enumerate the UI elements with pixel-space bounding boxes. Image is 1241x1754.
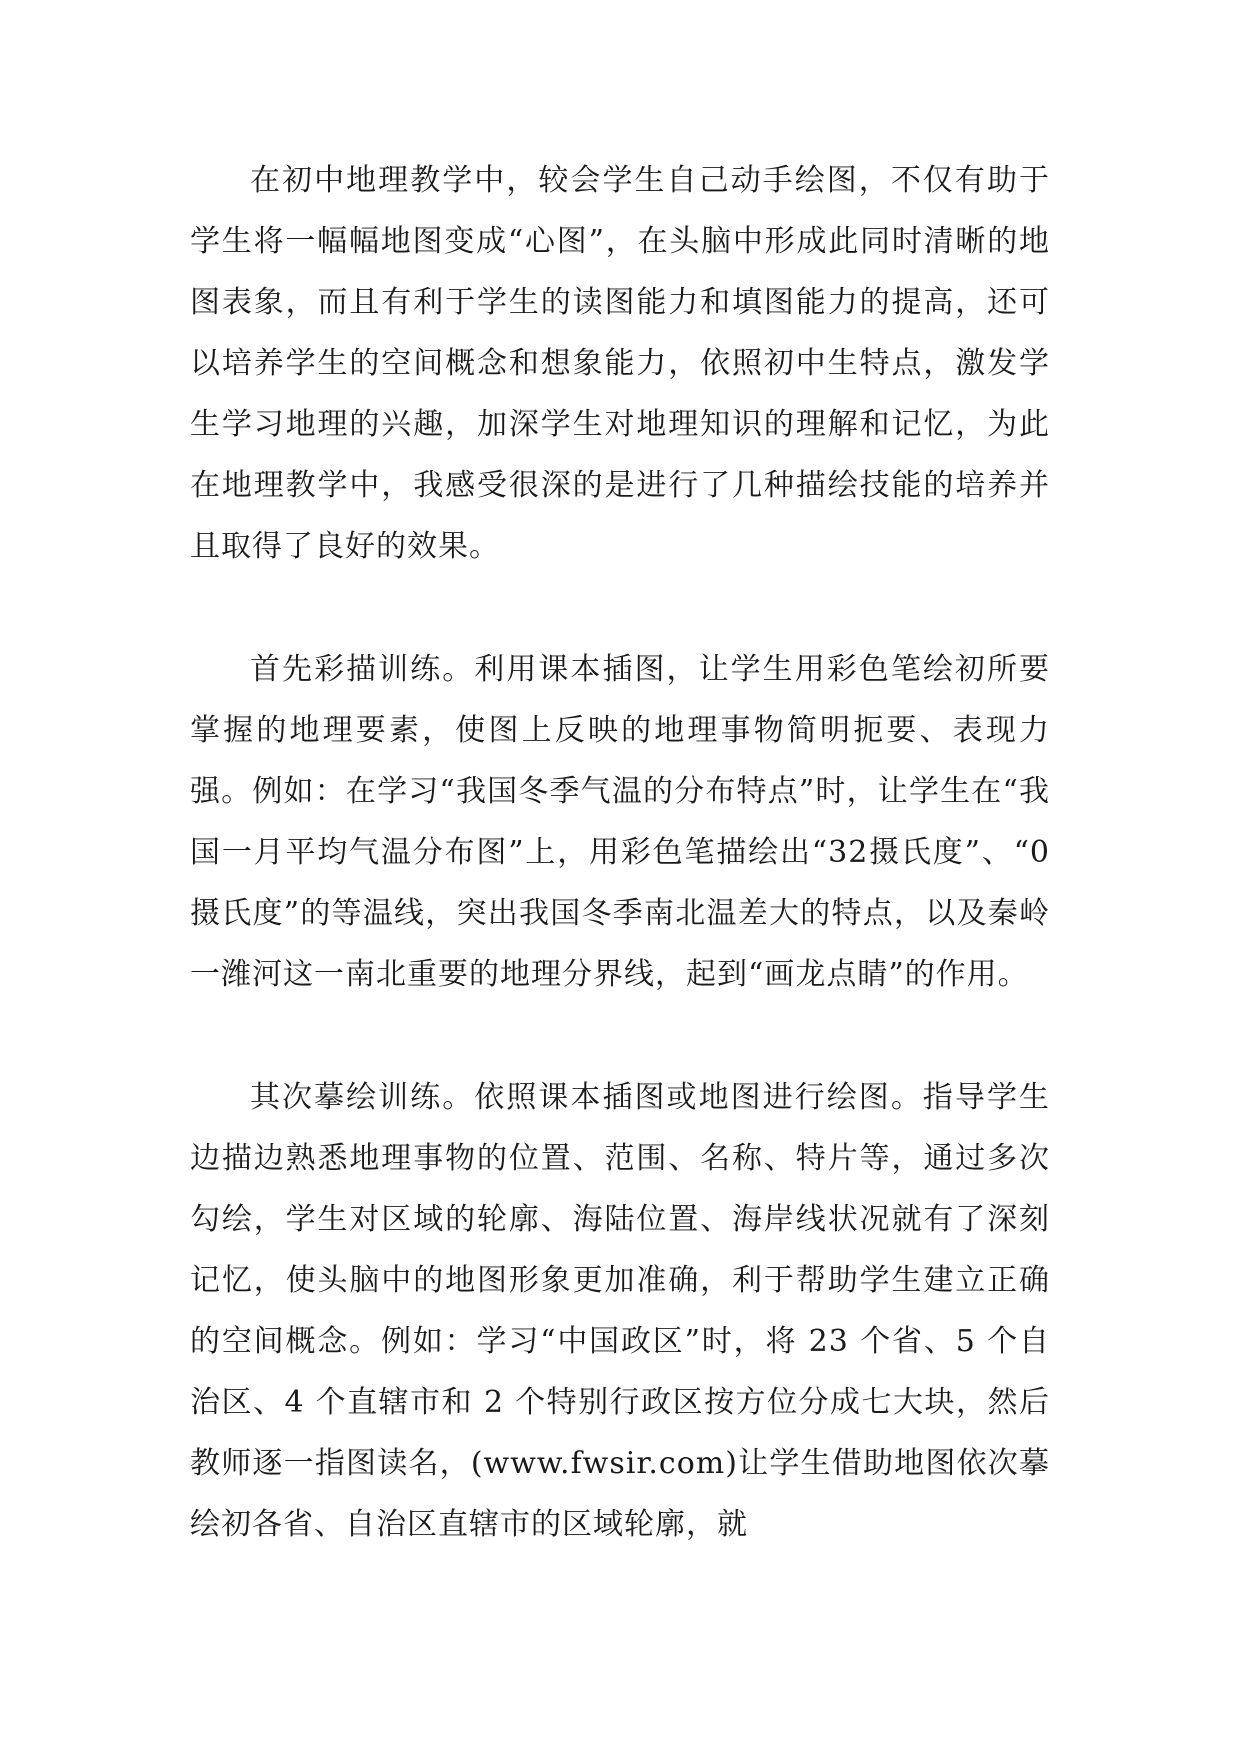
paragraph-2: 首先彩描训练。利用课本插图，让学生用彩色笔绘初所要掌握的地理要素，使图上反映的地理事物简明扼要、表现力强。例如：在学习“我国冬季气温的分布特点”时，让学生在“我国一月平均气温分布图”上，用彩色笔描绘出“32摄氏度”、“0摄氏度”的等温线，突出我国冬季南北温差大的特点，以及秦岭一潍河这一南北重要的地理分界线，起到“画龙点睛”的作用。 (190, 652, 1050, 992)
document-body (190, 150, 1050, 1555)
paragraph-3: 其次摹绘训练。依照课本插图或地图进行绘图。指导学生边描边熟悉地理事物的位置、范围、名称、特片等，通过多次勾绘，学生对区域的轮廓、海陆位置、海岸线状况就有了深刻记忆，使头脑中的地图形象更加准确，利于帮助学生建立正确的空间概念。例如：学习“中国政区”时，将 23 个省、5 个自治区、4 个直辖市和 2 个特别行政区按方位分成七大块，然后教师逐一指图读名，(www.fwsir.com)让学生借助地图依次摹绘初各省、自治区直辖市的区域轮廓，就 (190, 1080, 1050, 1542)
paragraph-1: 在初中地理教学中，较会学生自己动手绘图，不仅有助于学生将一幅幅地图变成“心图”，在头脑中形成此同时清晰的地图表象，而且有利于学生的读图能力和填图能力的提高，还可以培养学生的空间概念和想象能力，依照初中生特点，激发学生学习地理的兴趣，加深学生对地理知识的理解和记忆，为此在地理教学中，我感受很深的是进行了几种描绘技能的培养并且取得了良好的效果。 (190, 163, 1050, 564)
